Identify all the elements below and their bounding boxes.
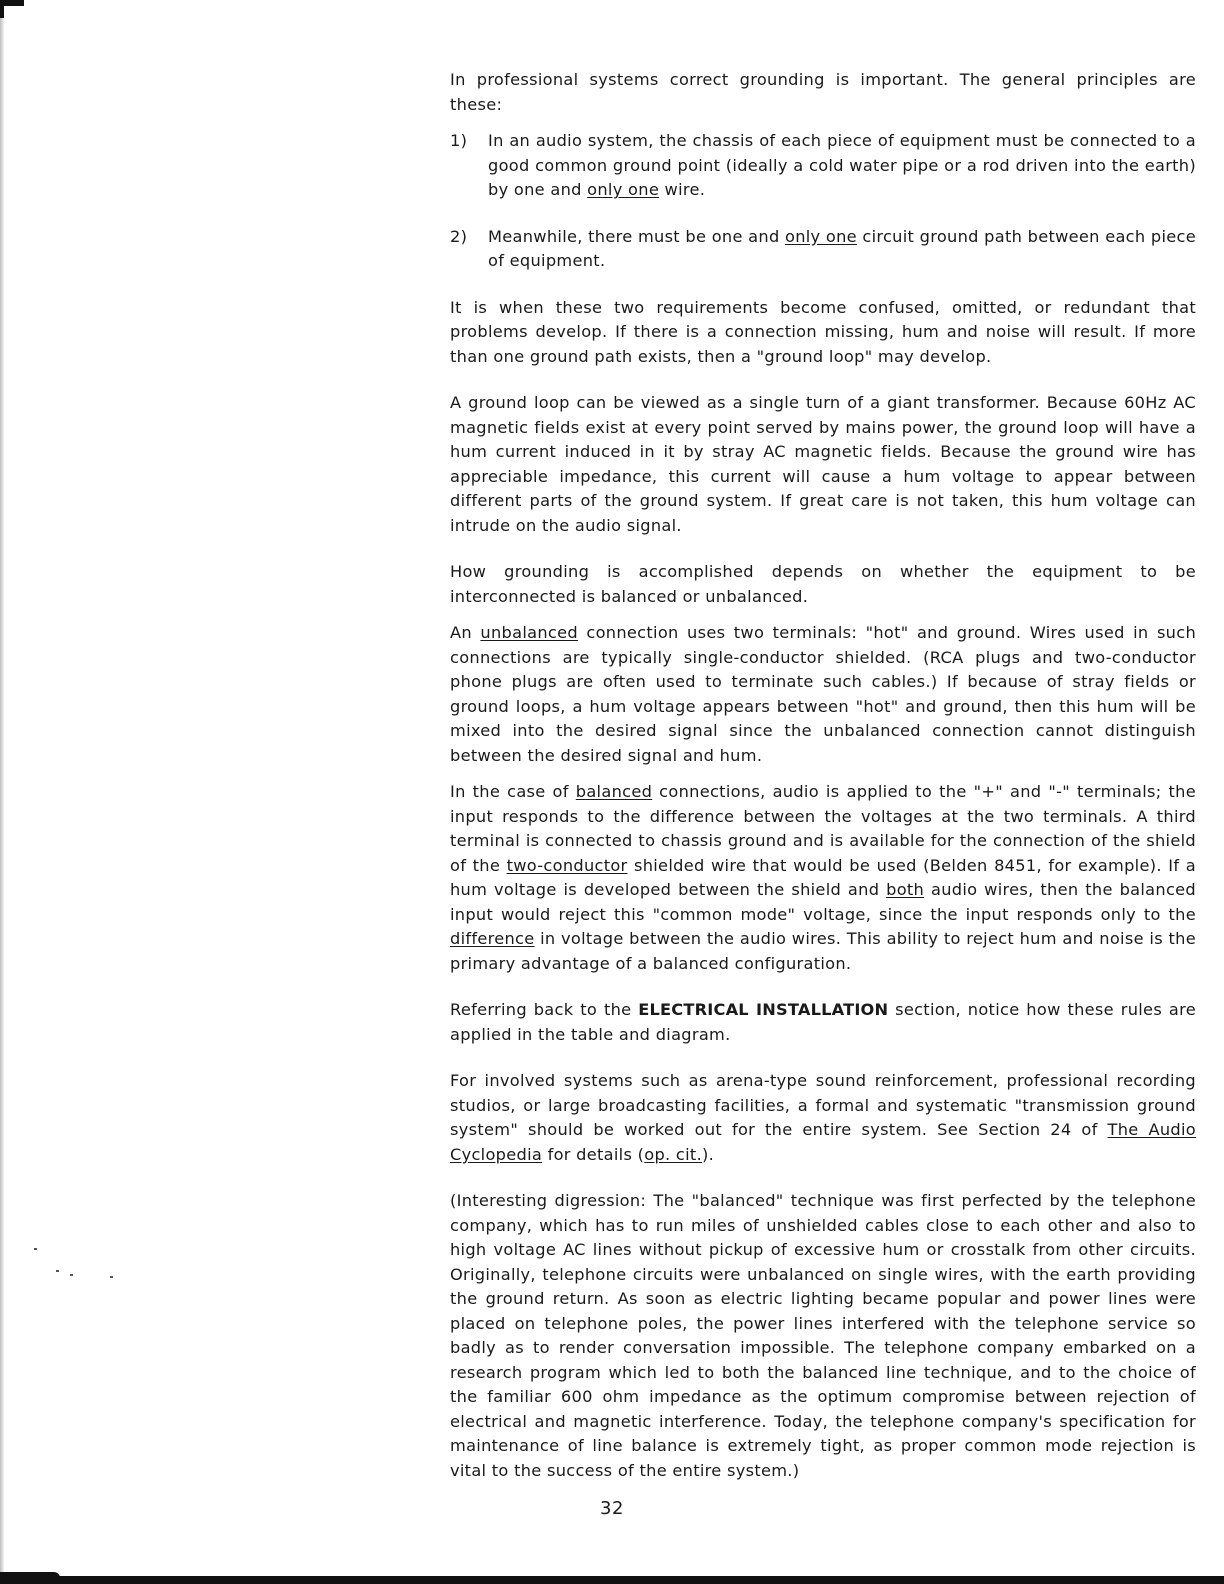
emphasis-underline: only one: [587, 180, 660, 199]
involved-systems-paragraph: For involved systems such as arena-type sound reinforcement, professional recording studios, or large broadcasting facilities, a formal and systematic "transmission ground system" should be worked out for the entire system. See Section 24 of The Audio Cyclopedia for details (op. cit.).: [450, 1071, 1196, 1164]
scan-speck: [70, 1274, 73, 1276]
section-reference: ELECTRICAL INSTALLATION: [638, 1000, 889, 1019]
book-title: The Audio Cyclopedia: [450, 1120, 1196, 1164]
term-two-conductor: two-conductor: [506, 855, 628, 875]
referring-paragraph: Referring back to the ELECTRICAL INSTALLATION section, notice how these rules are applied in the table and diagram.: [450, 1000, 1196, 1044]
digression-paragraph: (Interesting digression: The "balanced" technique was first perfected by the telephone company, which has to run miles of unshielded cables close to each other and also to high voltage AC lines without pickup of excessive hum or crosstalk from other circuits. Originally, telephone circuits were unbalanced on single wires, with the earth providing the ground return. As soon as electric lighting became popular and power lines were placed on telephone poles, the power lines interfered with the telephone service so badly as to render conversation impossible. The telephone company embarked on a research program which led to both the balanced line technique, and to the choice of the familiar 600 ohm impedance as the optimum compromise between rejection of electrical and magnetic interference. Today, the telephone company's specification for maintenance of line balance is extremely tight, as proper common mode rejection is vital to the success of the entire system.): [450, 1191, 1196, 1480]
rule-number: 2): [450, 226, 468, 246]
term-unbalanced: unbalanced: [480, 623, 578, 642]
rule-number: 1): [450, 131, 468, 150]
requirements-paragraph: It is when these two requirements become confused, omitted, or redundant that problems develop. If there is a connection missing, hum and noise will result. If more than one ground path exists, then a "ground loop" may develop.: [450, 297, 1196, 366]
scan-corner-mark-vertical: [0, 0, 4, 18]
scan-speck: [34, 1248, 37, 1250]
term-difference: difference: [450, 929, 535, 948]
ground-loop-paragraph: A ground loop can be viewed as a single turn of a giant transformer. Because 60Hz AC magnetic fields exist at every point served by mains power, the ground loop will have a hum current induced in it by stray AC magnetic fields. Because the ground wire has appreciable impedance, this current will cause a hum voltage to appear between different parts of the ground system. If great care is not taken, this hum voltage can intrude on the audio signal.: [450, 393, 1196, 535]
rule-text: In an audio system, the chassis of each piece of equipment must be connected to a good common ground point (ideally a cold water pipe or a rod driven into the earth) by one and only one wire.: [488, 131, 1196, 199]
rule-2: [450, 225, 1196, 274]
scan-edge: [0, 0, 4, 1584]
unbalanced-paragraph: An unbalanced connection uses two terminals: "hot" and ground. Wires used in such connections are typically single-conductor shielded. (RCA plugs and two-conductor phone plugs are often used to terminate such cables.) If because of stray fields or ground loops, a hum voltage appears between "hot" and ground, then this hum will be mixed into the desired signal since the unbalanced connection cannot distinguish between the desired signal and hum.: [450, 623, 1197, 765]
intro-paragraph: In professional systems correct grounding is important. The general principles are these:: [450, 70, 1196, 114]
emphasis-underline: only one: [785, 226, 857, 246]
page-number: 32: [600, 1498, 624, 1519]
rule-text: Meanwhile, there must be one and only one circuit ground path between each piece of equipment.: [488, 226, 1196, 270]
term-both: both: [886, 880, 925, 899]
term-balanced: balanced: [575, 782, 653, 801]
citation-opcit: op. cit.: [644, 1144, 703, 1164]
page-body: [450, 68, 1196, 1483]
scan-speck: [110, 1276, 113, 1278]
how-grounding-paragraph: How grounding is accomplished depends on whether the equipment to be interconnected is balanced or unbalanced.: [450, 562, 1196, 606]
balanced-paragraph: In the case of balanced connections, audio is applied to the "+" and "-" terminals; the input responds to the difference between the voltages at the two terminals. A third terminal is connected to chassis ground and is available for the connection of the shield of the two-conductor shielded wire that would be used (Belden 8451, for example). If a hum voltage is developed between the shield and both audio wires, then the balanced input would reject this "common mode" voltage, since the input responds only to the difference in voltage between the audio wires. This ability to reject hum and noise is the primary advantage of a balanced configuration.: [450, 782, 1197, 973]
scan-speck: [56, 1270, 59, 1272]
rule-1: [450, 129, 1196, 203]
scan-bottom-edge: [0, 1576, 1224, 1584]
